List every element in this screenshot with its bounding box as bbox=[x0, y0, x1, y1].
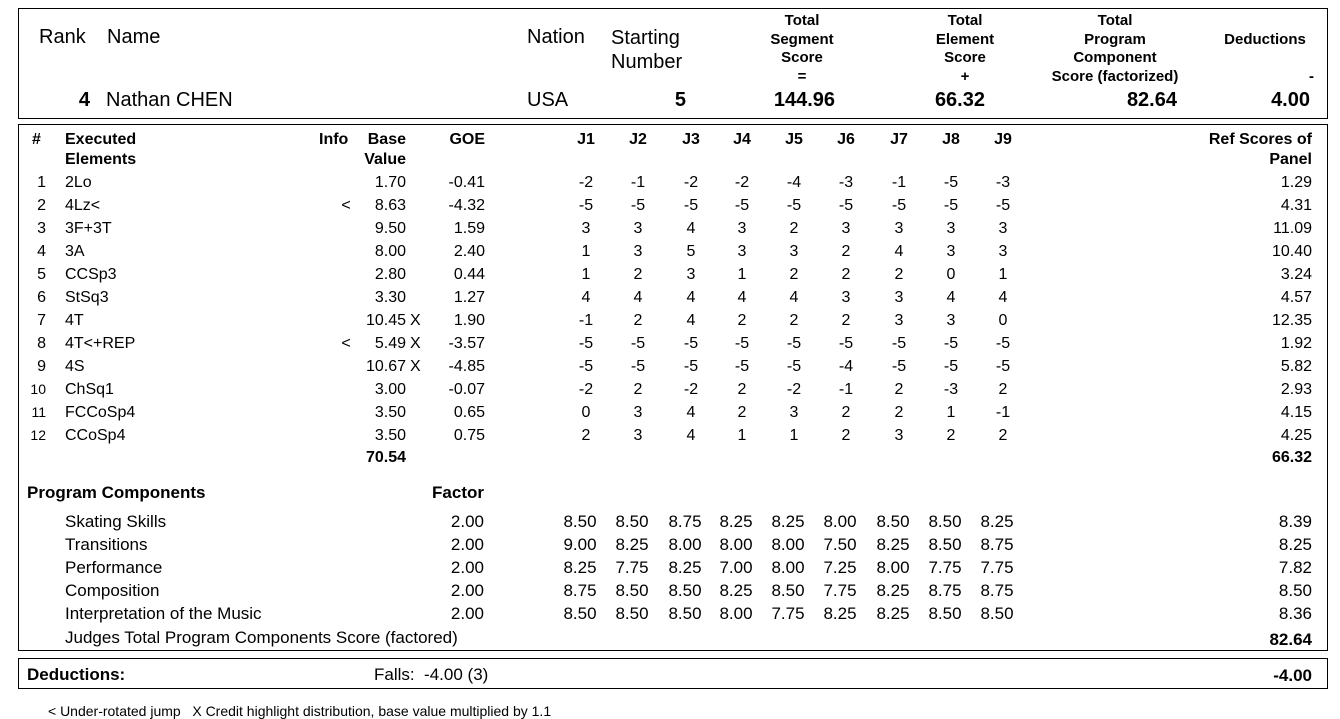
element-judge-score: -5 bbox=[734, 358, 750, 375]
component-judge-score: 8.00 bbox=[771, 558, 805, 577]
element-base-value: 10.45 bbox=[365, 312, 406, 329]
element-name: 4T bbox=[65, 312, 84, 329]
element-number: 12 bbox=[30, 427, 46, 443]
element-goe: 0.75 bbox=[453, 427, 485, 444]
element-base-value: 2.80 bbox=[374, 266, 406, 283]
judge-header-j2: J2 bbox=[629, 131, 647, 148]
element-judge-score: 1 bbox=[998, 266, 1008, 283]
deductions-label-line: - bbox=[1309, 68, 1314, 85]
element-judge-score: 1 bbox=[946, 404, 956, 421]
element-judge-score: -4 bbox=[838, 358, 854, 375]
element-judge-score: 2 bbox=[998, 427, 1008, 444]
element-judge-score: 4 bbox=[581, 289, 591, 306]
element-judge-score: 2 bbox=[581, 427, 591, 444]
nation-label: Nation bbox=[527, 26, 585, 48]
element-panel-score: 1.29 bbox=[1280, 174, 1312, 191]
element-judge-score: 3 bbox=[894, 289, 904, 306]
element-judge-score: -2 bbox=[734, 174, 750, 191]
element-judge-score: -3 bbox=[943, 381, 959, 398]
element-judge-score: 3 bbox=[789, 243, 799, 260]
component-judge-score: 7.75 bbox=[615, 558, 649, 577]
judge-header-j4: J4 bbox=[733, 131, 751, 148]
element-panel-score: 4.15 bbox=[1280, 404, 1312, 421]
element-judge-score: 3 bbox=[894, 427, 904, 444]
element-number: 5 bbox=[37, 266, 46, 283]
element-judge-score: 0 bbox=[581, 404, 591, 421]
element-name: 4Lz< bbox=[65, 197, 101, 214]
element-judge-score: 3 bbox=[633, 427, 643, 444]
element-name: FCCoSp4 bbox=[65, 404, 136, 421]
element-judge-score: -3 bbox=[838, 174, 854, 191]
component-judge-score: 8.50 bbox=[615, 581, 649, 600]
falls-deduction: Falls: -4.00 (3) bbox=[374, 665, 489, 684]
judges-total-label: Judges Total Program Components Score (factored) bbox=[65, 628, 458, 647]
component-judge-score: 8.25 bbox=[719, 581, 753, 600]
tes-label bbox=[910, 12, 1020, 86]
component-judge-score: 9.00 bbox=[563, 535, 597, 554]
tpcs-label-line: Component bbox=[1073, 49, 1157, 66]
judge-header-j1: J1 bbox=[577, 131, 595, 148]
judge-header-j5: J5 bbox=[785, 131, 803, 148]
element-judge-score: 3 bbox=[633, 243, 643, 260]
element-judge-score: 3 bbox=[894, 312, 904, 329]
deductions-label bbox=[1210, 31, 1320, 87]
col-goe-header: GOE bbox=[449, 131, 485, 148]
element-judge-score: 2 bbox=[633, 312, 643, 329]
element-base-value: 3.50 bbox=[374, 404, 406, 421]
element-judge-score: 4 bbox=[633, 289, 643, 306]
element-judge-score: 2 bbox=[737, 404, 747, 421]
element-judge-score: 5 bbox=[686, 243, 696, 260]
judge-header-j9: J9 bbox=[994, 131, 1012, 148]
col-ref-line: Panel bbox=[1269, 151, 1312, 168]
element-goe: 0.65 bbox=[453, 404, 485, 421]
element-judge-score: 2 bbox=[894, 404, 904, 421]
element-judge-score: -5 bbox=[943, 197, 959, 214]
element-goe: 0.44 bbox=[453, 266, 485, 283]
col-ref-header bbox=[1160, 130, 1312, 170]
element-number: 2 bbox=[37, 197, 46, 214]
base-value-total: 70.54 bbox=[365, 449, 406, 466]
element-judge-score: 3 bbox=[946, 220, 956, 237]
element-name: 4S bbox=[65, 358, 85, 375]
tes-label-line: Element bbox=[935, 30, 995, 48]
deductions-row-total: -4.00 bbox=[1273, 666, 1312, 685]
component-judge-score: 8.50 bbox=[771, 581, 805, 600]
judges-total-value: 82.64 bbox=[1269, 630, 1312, 649]
starting-number: 5 bbox=[674, 89, 686, 111]
element-judge-score: 3 bbox=[581, 220, 591, 237]
tpcs-label-line: Program bbox=[1084, 30, 1146, 48]
element-judge-score: 4 bbox=[894, 243, 904, 260]
element-name: 3F+3T bbox=[65, 220, 112, 237]
element-judge-score: -5 bbox=[943, 358, 959, 375]
col-executed-line: Elements bbox=[65, 151, 137, 168]
element-judge-score: 2 bbox=[894, 266, 904, 283]
element-judge-score: -1 bbox=[578, 312, 594, 329]
element-judge-score: 1 bbox=[737, 427, 747, 444]
col-executed-header bbox=[65, 130, 136, 170]
element-name: 2Lo bbox=[65, 174, 92, 191]
tpcs-label-line: Score (factorized) bbox=[1051, 67, 1179, 85]
element-name: CCSp3 bbox=[65, 266, 117, 283]
element-judge-score: -5 bbox=[943, 335, 959, 352]
component-judge-score: 8.75 bbox=[668, 512, 702, 531]
element-judge-score: 3 bbox=[686, 266, 696, 283]
element-x-marker: X bbox=[410, 312, 421, 329]
skater-rank: 4 bbox=[78, 89, 90, 111]
component-factor: 2.00 bbox=[450, 512, 484, 531]
element-judge-score: -2 bbox=[578, 174, 594, 191]
element-judge-score: 3 bbox=[789, 404, 799, 421]
element-goe: 1.90 bbox=[453, 312, 485, 329]
component-panel-score: 8.36 bbox=[1278, 604, 1312, 623]
element-goe: -4.32 bbox=[448, 197, 485, 214]
element-number: 3 bbox=[37, 220, 46, 237]
starting-label-line-1: Starting bbox=[611, 27, 680, 49]
factor-header: Factor bbox=[432, 483, 484, 502]
component-judge-score: 7.25 bbox=[823, 558, 857, 577]
total-program-component-score: 82.64 bbox=[1126, 89, 1177, 111]
deductions-row-label: Deductions: bbox=[27, 665, 126, 684]
element-name: StSq3 bbox=[65, 289, 109, 306]
starting-label bbox=[611, 26, 682, 74]
tes-label-line: Total bbox=[947, 12, 983, 29]
element-panel-score: 3.24 bbox=[1280, 266, 1312, 283]
element-judge-score: 3 bbox=[946, 243, 956, 260]
element-number: 10 bbox=[30, 381, 46, 397]
element-judge-score: 1 bbox=[581, 243, 591, 260]
element-judge-score: 4 bbox=[686, 312, 696, 329]
element-judge-score: -1 bbox=[838, 381, 854, 398]
component-panel-score: 8.39 bbox=[1278, 512, 1312, 531]
element-judge-score: -5 bbox=[630, 358, 646, 375]
element-number: 4 bbox=[37, 243, 46, 260]
tpcs-label bbox=[1030, 12, 1200, 86]
component-judge-score: 8.50 bbox=[928, 512, 962, 531]
element-base-value: 5.49 bbox=[374, 335, 406, 352]
element-judge-score: 2 bbox=[841, 266, 851, 283]
element-panel-score: 5.82 bbox=[1280, 358, 1312, 375]
element-judge-score: 3 bbox=[998, 220, 1008, 237]
element-judge-score: -4 bbox=[786, 174, 802, 191]
component-judge-score: 8.25 bbox=[876, 535, 910, 554]
element-judge-score: -5 bbox=[838, 335, 854, 352]
component-name: Skating Skills bbox=[65, 512, 167, 531]
component-judge-score: 8.00 bbox=[719, 535, 753, 554]
col-ref-line: Ref Scores of bbox=[1208, 131, 1312, 148]
component-judge-score: 8.50 bbox=[928, 604, 962, 623]
element-panel-score: 1.92 bbox=[1280, 335, 1312, 352]
judge-header-j8: J8 bbox=[942, 131, 960, 148]
component-judge-score: 8.50 bbox=[563, 604, 597, 623]
total-element-score: 66.32 bbox=[934, 89, 985, 111]
element-goe: -0.41 bbox=[448, 174, 485, 191]
component-name: Interpretation of the Music bbox=[65, 604, 262, 623]
panel-score-total: 66.32 bbox=[1271, 449, 1312, 466]
element-base-value: 9.50 bbox=[374, 220, 406, 237]
element-panel-score: 2.93 bbox=[1280, 381, 1312, 398]
element-judge-score: -5 bbox=[578, 335, 594, 352]
element-judge-score: -5 bbox=[734, 197, 750, 214]
component-judge-score: 8.50 bbox=[563, 512, 597, 531]
tss-label-line: Score bbox=[781, 49, 823, 66]
element-judge-score: 3 bbox=[737, 243, 747, 260]
component-factor: 2.00 bbox=[450, 581, 484, 600]
component-name: Performance bbox=[65, 558, 163, 577]
element-goe: 2.40 bbox=[453, 243, 485, 260]
component-judge-score: 7.75 bbox=[980, 558, 1014, 577]
element-panel-score: 12.35 bbox=[1271, 312, 1312, 329]
element-judge-score: 0 bbox=[998, 312, 1008, 329]
element-judge-score: -5 bbox=[786, 335, 802, 352]
element-number: 8 bbox=[37, 335, 46, 352]
component-judge-score: 8.25 bbox=[771, 512, 805, 531]
element-judge-score: -5 bbox=[995, 335, 1011, 352]
element-judge-score: 3 bbox=[633, 220, 643, 237]
element-info: < bbox=[341, 197, 351, 214]
element-judge-score: -5 bbox=[578, 358, 594, 375]
element-judge-score: 2 bbox=[737, 381, 747, 398]
element-judge-score: -5 bbox=[995, 197, 1011, 214]
component-judge-score: 8.50 bbox=[668, 604, 702, 623]
element-judge-score: 1 bbox=[581, 266, 591, 283]
element-name: ChSq1 bbox=[65, 381, 114, 398]
component-panel-score: 7.82 bbox=[1278, 558, 1312, 577]
col-info-header: Info bbox=[319, 131, 349, 148]
element-judge-score: 3 bbox=[894, 220, 904, 237]
component-judge-score: 8.25 bbox=[980, 512, 1014, 531]
total-segment-score: 144.96 bbox=[773, 89, 835, 111]
element-judge-score: -1 bbox=[891, 174, 907, 191]
tpcs-label-line: Total bbox=[1097, 12, 1133, 29]
tes-label-line: + bbox=[960, 67, 970, 85]
element-panel-score: 10.40 bbox=[1271, 243, 1312, 260]
component-judge-score: 8.00 bbox=[823, 512, 857, 531]
element-goe: -3.57 bbox=[448, 335, 485, 352]
component-judge-score: 8.50 bbox=[876, 512, 910, 531]
element-judge-score: -5 bbox=[683, 197, 699, 214]
element-judge-score: 4 bbox=[686, 404, 696, 421]
element-goe: -4.85 bbox=[448, 358, 485, 375]
element-name: 3A bbox=[65, 243, 85, 260]
component-name: Composition bbox=[65, 581, 160, 600]
element-judge-score: -5 bbox=[734, 335, 750, 352]
element-judge-score: 2 bbox=[633, 266, 643, 283]
element-judge-score: 2 bbox=[633, 381, 643, 398]
element-judge-score: -5 bbox=[630, 335, 646, 352]
element-judge-score: -2 bbox=[683, 381, 699, 398]
element-base-value: 3.50 bbox=[374, 427, 406, 444]
element-judge-score: 2 bbox=[894, 381, 904, 398]
element-judge-score: -3 bbox=[995, 174, 1011, 191]
element-base-value: 8.00 bbox=[374, 243, 406, 260]
element-judge-score: -5 bbox=[786, 358, 802, 375]
program-components-title: Program Components bbox=[27, 483, 206, 502]
col-executed-line: Executed bbox=[65, 131, 137, 148]
component-factor: 2.00 bbox=[450, 535, 484, 554]
element-info: < bbox=[341, 335, 351, 352]
element-number: 11 bbox=[31, 404, 46, 420]
element-base-value: 3.30 bbox=[374, 289, 406, 306]
tss-label-line: Total bbox=[784, 12, 820, 29]
element-panel-score: 4.57 bbox=[1280, 289, 1312, 306]
col-base-line: Base bbox=[367, 131, 406, 148]
element-judge-score: 2 bbox=[789, 266, 799, 283]
element-judge-score: 3 bbox=[998, 243, 1008, 260]
element-goe: -0.07 bbox=[448, 381, 485, 398]
component-judge-score: 8.00 bbox=[719, 604, 753, 623]
element-x-marker: X bbox=[410, 335, 421, 352]
element-judge-score: -5 bbox=[630, 197, 646, 214]
component-judge-score: 8.25 bbox=[668, 558, 702, 577]
component-judge-score: 8.50 bbox=[668, 581, 702, 600]
element-panel-score: 4.31 bbox=[1280, 197, 1312, 214]
element-judge-score: 3 bbox=[737, 220, 747, 237]
element-judge-score: 4 bbox=[686, 427, 696, 444]
element-judge-score: 2 bbox=[737, 312, 747, 329]
element-number: 1 bbox=[37, 174, 46, 191]
element-name: CCoSp4 bbox=[65, 427, 126, 444]
deductions-label-line: Deductions bbox=[1224, 31, 1306, 48]
component-judge-score: 8.50 bbox=[980, 604, 1014, 623]
name-label: Name bbox=[107, 26, 161, 48]
element-judge-score: 0 bbox=[946, 266, 956, 283]
component-judge-score: 8.75 bbox=[928, 581, 962, 600]
component-judge-score: 8.25 bbox=[719, 512, 753, 531]
deductions-label-line bbox=[1210, 50, 1320, 69]
element-judge-score: -5 bbox=[995, 358, 1011, 375]
element-judge-score: 2 bbox=[789, 220, 799, 237]
component-judge-score: 7.50 bbox=[823, 535, 857, 554]
element-judge-score: -5 bbox=[786, 197, 802, 214]
component-judge-score: 8.25 bbox=[563, 558, 597, 577]
element-judge-score: 4 bbox=[998, 289, 1008, 306]
component-judge-score: 8.25 bbox=[823, 604, 857, 623]
element-judge-score: 3 bbox=[841, 289, 851, 306]
element-judge-score: 2 bbox=[946, 427, 956, 444]
deductions-box bbox=[18, 658, 1328, 689]
element-name: 4T<+REP bbox=[65, 335, 136, 352]
element-base-value: 3.00 bbox=[374, 381, 406, 398]
element-judge-score: -5 bbox=[943, 174, 959, 191]
element-number: 6 bbox=[37, 289, 46, 306]
element-judge-score: 3 bbox=[633, 404, 643, 421]
skater-name: Nathan CHEN bbox=[106, 89, 233, 111]
starting-label-line-2: Number bbox=[611, 51, 683, 73]
component-judge-score: 8.75 bbox=[980, 535, 1014, 554]
element-judge-score: -5 bbox=[891, 358, 907, 375]
deductions-value: 4.00 bbox=[1271, 89, 1310, 111]
tss-label-line: = bbox=[797, 67, 807, 85]
skater-nation: USA bbox=[527, 89, 569, 111]
element-judge-score: -5 bbox=[891, 335, 907, 352]
component-factor: 2.00 bbox=[450, 604, 484, 623]
footnote-legend: < Under-rotated jump X Credit highlight distribution, base value multiplied by 1.1 bbox=[48, 703, 552, 719]
component-judge-score: 8.00 bbox=[876, 558, 910, 577]
element-judge-score: 3 bbox=[946, 312, 956, 329]
component-judge-score: 7.00 bbox=[719, 558, 753, 577]
component-judge-score: 8.25 bbox=[876, 581, 910, 600]
element-judge-score: -2 bbox=[786, 381, 802, 398]
rank-label: Rank bbox=[39, 26, 86, 48]
component-judge-score: 7.75 bbox=[771, 604, 805, 623]
tss-label-line: Segment bbox=[770, 30, 834, 48]
element-judge-score: 2 bbox=[789, 312, 799, 329]
element-judge-score: 2 bbox=[841, 243, 851, 260]
col-num-header: # bbox=[32, 131, 41, 148]
element-judge-score: 4 bbox=[686, 220, 696, 237]
component-name: Transitions bbox=[65, 535, 148, 554]
component-judge-score: 7.75 bbox=[928, 558, 962, 577]
component-judge-score: 8.75 bbox=[980, 581, 1014, 600]
element-judge-score: -5 bbox=[891, 197, 907, 214]
element-judge-score: 4 bbox=[686, 289, 696, 306]
element-judge-score: 2 bbox=[841, 312, 851, 329]
element-judge-score: 4 bbox=[737, 289, 747, 306]
element-judge-score: 2 bbox=[841, 404, 851, 421]
component-judge-score: 7.75 bbox=[823, 581, 857, 600]
component-panel-score: 8.50 bbox=[1278, 581, 1312, 600]
judge-header-j6: J6 bbox=[837, 131, 855, 148]
element-judge-score: -2 bbox=[578, 381, 594, 398]
component-panel-score: 8.25 bbox=[1278, 535, 1312, 554]
component-judge-score: 8.00 bbox=[668, 535, 702, 554]
component-judge-score: 8.00 bbox=[771, 535, 805, 554]
element-judge-score: 4 bbox=[789, 289, 799, 306]
element-judge-score: -1 bbox=[995, 404, 1011, 421]
element-panel-score: 11.09 bbox=[1273, 220, 1312, 237]
element-judge-score: -5 bbox=[578, 197, 594, 214]
element-base-value: 8.63 bbox=[374, 197, 406, 214]
element-number: 7 bbox=[37, 312, 46, 329]
element-judge-score: 2 bbox=[998, 381, 1008, 398]
component-judge-score: 8.50 bbox=[615, 604, 649, 623]
col-base-line: Value bbox=[364, 151, 406, 168]
component-judge-score: 8.75 bbox=[563, 581, 597, 600]
component-judge-score: 8.50 bbox=[615, 512, 649, 531]
element-judge-score: 1 bbox=[737, 266, 747, 283]
element-judge-score: 3 bbox=[841, 220, 851, 237]
tes-label-line: Score bbox=[944, 49, 986, 66]
element-x-marker: X bbox=[410, 358, 421, 375]
element-judge-score: 1 bbox=[789, 427, 799, 444]
element-panel-score: 4.25 bbox=[1280, 427, 1312, 444]
component-judge-score: 8.50 bbox=[928, 535, 962, 554]
element-goe: 1.27 bbox=[453, 289, 485, 306]
component-judge-score: 8.25 bbox=[876, 604, 910, 623]
element-judge-score: -5 bbox=[838, 197, 854, 214]
element-number: 9 bbox=[37, 358, 46, 375]
element-judge-score: 4 bbox=[946, 289, 956, 306]
element-base-value: 1.70 bbox=[374, 174, 406, 191]
element-judge-score: -5 bbox=[683, 335, 699, 352]
element-judge-score: -2 bbox=[683, 174, 699, 191]
element-judge-score: -1 bbox=[630, 174, 646, 191]
col-base-header bbox=[356, 130, 406, 170]
judge-header-j3: J3 bbox=[682, 131, 700, 148]
tss-label bbox=[755, 12, 849, 86]
component-factor: 2.00 bbox=[450, 558, 484, 577]
element-goe: 1.59 bbox=[453, 220, 485, 237]
element-base-value: 10.67 bbox=[365, 358, 406, 375]
component-judge-score: 8.25 bbox=[615, 535, 649, 554]
element-judge-score: -5 bbox=[683, 358, 699, 375]
element-judge-score: 2 bbox=[841, 427, 851, 444]
judge-header-j7: J7 bbox=[890, 131, 908, 148]
